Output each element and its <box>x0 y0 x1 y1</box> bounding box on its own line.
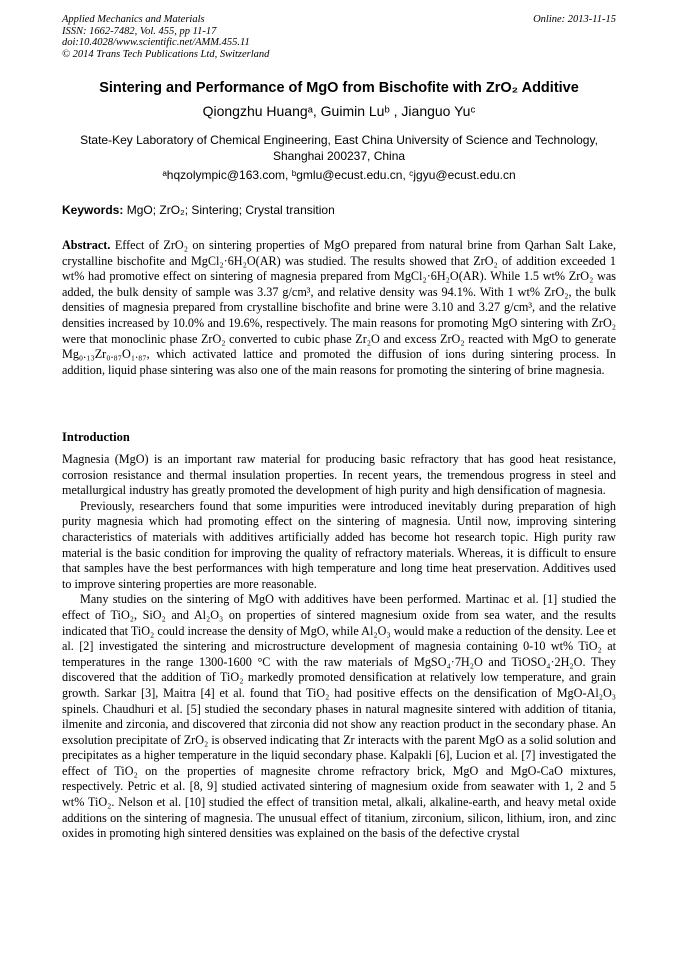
introduction-heading: Introduction <box>62 430 130 444</box>
keywords-label: Keywords: <box>62 203 124 217</box>
abstract <box>62 238 616 378</box>
introduction-body <box>62 452 616 842</box>
journal-name: Applied Mechanics and Materials <box>62 14 205 25</box>
online-date: Online: 2013-11-15 <box>533 14 616 25</box>
abstract-label: Abstract. <box>62 238 111 252</box>
issn-line: ISSN: 1662-7482, Vol. 455, pp 11-17 <box>62 25 217 37</box>
doi-link[interactable]: doi:10.4028/www.scientific.net/AMM.455.11 <box>62 37 250 48</box>
keywords <box>62 203 335 217</box>
affiliation: State-Key Laboratory of Chemical Engineering, East China University of Science and Technology, Shanghai 200237, China <box>80 133 598 163</box>
author-list: Qiongzhu Huangᵃ, Guimin Luᵇ , Jianguo Yuᶜ <box>202 103 476 119</box>
author-emails[interactable]: ᵃhqzolympic@163.com, ᵇgmlu@ecust.edu.cn, ᶜjgyu@ecust.edu.cn <box>162 168 516 182</box>
copyright-line: © 2014 Trans Tech Publications Ltd, Switzerland <box>62 48 270 60</box>
intro-paragraph: Previously, researchers found that some impurities were introduced inevitably during preparation of high purity magnesia which had promoting effect on the sintering of magnesia. Until now, improving sintering characteristics of materials with additives artificially added has become hot research topic. High purity raw material is the basic condition for improving the quality of refractory materials. Whereas, it is difficult to ensure that samples have the best performances with high temperature and long time heat preservation. Additives used to improve sintering properties are more reasonable. <box>62 498 616 591</box>
journal-header <box>62 14 269 60</box>
keywords-text: MgO; ZrO₂; Sintering; Crystal transition <box>126 203 335 217</box>
abstract-text: Effect of ZrO₂ on sintering properties of MgO prepared from natural brine from Qarhan Salt Lake, crystalline bischofite and MgCl₂·6H₂O(AR) was studied. The results showed that ZrO₂ of addition exceeded 1 wt% had promotive effect on sintering of magnesia prepared from MgCl₂·6H₂O(AR). While 1.5 wt% ZrO₂ was added, the bulk density of sample was 3.37 g/cm³, and relative density was 94.1%. With 1 wt% ZrO₂, the bulk densities of magnesia prepared from crystalline bischofite and brine were 3.10 and 3.27 g/cm³, and the relative densities increased by 10.0% and 19.6%, respectively. The main reasons for promoting MgO sintering with ZrO₂ were that monoclinic phase ZrO₂ converted to cubic phase Zr₂O and excess ZrO₂ reacted with MgO to generate Mg₀.₁₃Zr₀.₈₇O₁.₈₇, which activated lattice and promoted the diffusion of ions during sintering process. In addition, liquid phase sintering was also one of the main reasons for promoting the sintering of brine magnesia. <box>62 238 617 377</box>
intro-paragraph: Magnesia (MgO) is an important raw material for producing basic refractory that has good heat resistance, corrosion resistance and thermal insulation properties. In recent years, the tremendous progress in steel and metallurgical industry has greatly promoted the development of high purity and high densification of magnesia. <box>62 452 616 498</box>
paper-title: Sintering and Performance of MgO from Bischofite with ZrO₂ Additive <box>99 80 579 96</box>
intro-paragraph: Many studies on the sintering of MgO with additives have been performed. Martinac et al. [1] studied the effect of TiO₂, SiO₂ and Al₂O₃ on properties of sintered magnesium oxide from sea water, and the results indicated that TiO₂ could increase the density of MgO, while Al₂O₃ would make a reduction of the density. Lee et al. [2] investigated the sintering and microstructure development of magnesia containing 0-10 wt% TiO₂ at temperatures in the range 1300-1600 °C with the raw materials of MgSO₄·7H₂O and TiOSO₄·2H₂O. They discovered that the addition of TiO₂ markedly promoted densification at relatively low temperature, and grain growth. Sarkar [3], Maitra [4] et al. found that TiO₂ had positive effects on the densification of MgO-Al₂O₃ spinels. Chaudhuri et al. [5] studied the secondary phases in natural magnesite sintered with addition of titania, ilmenite and zirconia, and discovered that zirconia did not show any reaction product in the secondary phase. An exsolution precipitate of ZrO₂ is observed indicating that Zr interacts with the parent MgO as a solid solution and precipitates as a higher temperature in the liquid secondary phase. Kalpakli [6], Lucion et al. [7] investigated the effect of TiO₂ on the properties of magnesite chrome refractory brick, MgO and MgO-CaO mixtures, respectively. Petric et al. [8, 9] studied activated sintering of magnesium oxide from seawater with 1, 2 and 5 wt% TiO₂. Nelson et al. [10] studied the effect of transition metal, alkali, alkaline-earth, and heavy metal oxide additions on the sintering of magnesia. The unusual effect of titanium, zirconium, silicon, lithium, iron, and zinc oxides in promoting high sintered densities was explained on the basis of the defective crystal <box>62 592 616 841</box>
